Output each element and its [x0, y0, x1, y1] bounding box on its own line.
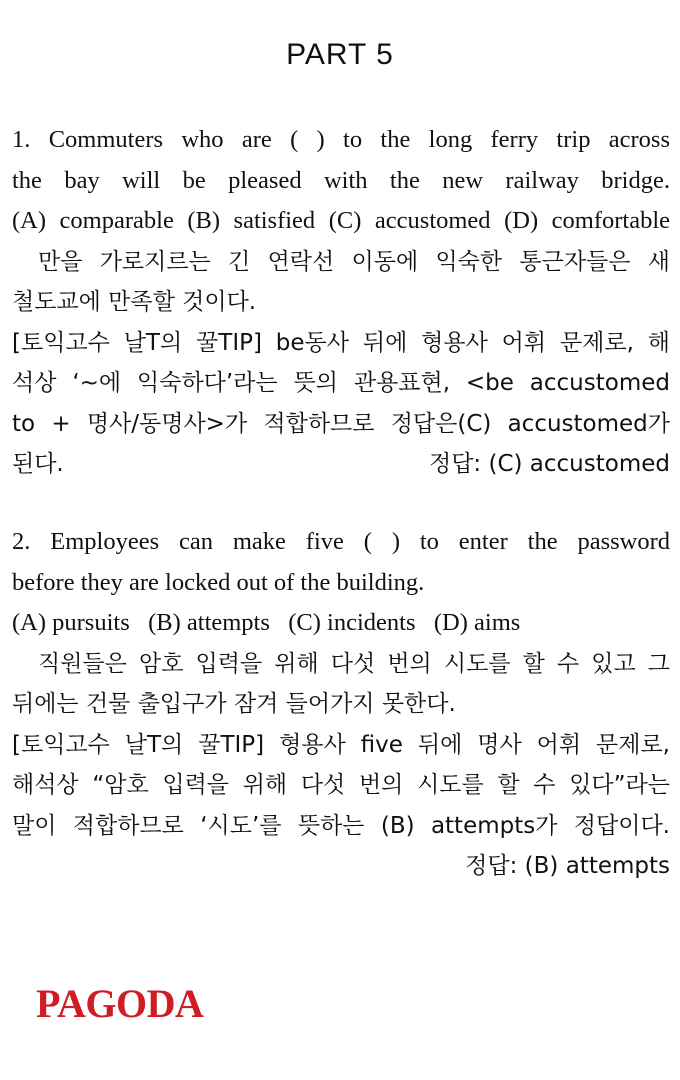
tip-line: 해석상 “암호 입력을 위해 다섯 번의 시도를 할 수 있다”라는	[12, 772, 670, 798]
pagoda-logo: PAGODA	[36, 981, 204, 1026]
tip-line: 말이 적합하므로 ‘시도’를 뜻하는 (B) attempts가 정답이다.	[12, 812, 670, 839]
page-title: PART 5	[286, 38, 394, 71]
tip-line: 된다.	[12, 451, 64, 477]
answer-row	[12, 444, 670, 485]
answer-choices: (A) pursuits (B) attempts (C) incidents (D) aims	[12, 609, 521, 636]
tip-line: to + 명사/동명사>가 적합하므로 정답은(C) accustomed가	[12, 410, 670, 437]
question-1	[12, 120, 670, 485]
translation-line: 뒤에는 건물 출입구가 잠겨 들어가지 못한다.	[12, 691, 456, 717]
tip-line: [토익고수 날T의 꿀TIP] be동사 뒤에 형용사 어휘 문제로, 해	[12, 329, 670, 356]
question-2	[12, 522, 670, 887]
answer-choices: (A) comparable (B) satisfied (C) accustomed (D) comfortable	[12, 207, 670, 234]
question-stem-line: before they are locked out of the building.	[12, 568, 425, 596]
tip-line: [토익고수 날T의 꿀TIP] 형용사 five 뒤에 명사 어휘 문제로,	[12, 731, 670, 758]
answer-key: 정답: (C) accustomed	[428, 451, 670, 477]
translation-line: 만을 가로지르는 긴 연락선 이동에 익숙한 통근자들은 새	[38, 248, 670, 275]
translation-line: 철도교에 만족할 것이다.	[12, 289, 257, 315]
question-stem-line: the bay will be pleased with the new railway bridge.	[12, 166, 670, 194]
translation-line: 직원들은 암호 입력을 위해 다섯 번의 시도를 할 수 있고 그	[38, 650, 670, 677]
tip-line: 석상 ‘~에 익숙하다’라는 뜻의 관용표현, <be accustomed	[12, 370, 670, 396]
question-stem-line: 1. Commuters who are ( ) to the long ferry trip across	[12, 126, 670, 153]
answer-key: 정답: (B) attempts	[465, 853, 670, 879]
question-stem-line: 2. Employees can make five ( ) to enter the password	[12, 528, 670, 555]
